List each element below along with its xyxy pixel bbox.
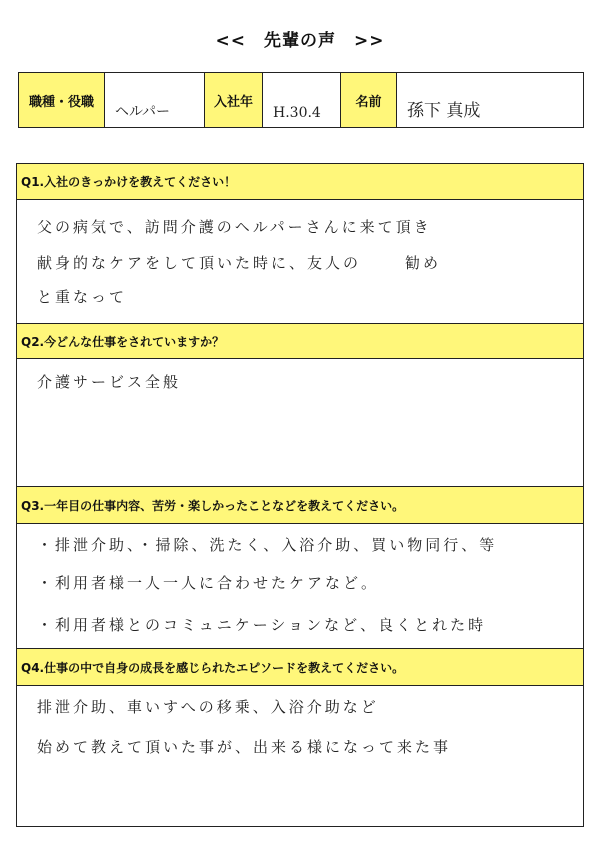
question-2: Q2.今どんな仕事をされていますか？ (16, 323, 584, 359)
name-value: 孫下 真成 (407, 101, 481, 121)
answer-3-line-2: ・利用者様一人一人に合わせたケアなど。 (37, 574, 380, 592)
answer-1-line-3: と重なって (37, 288, 128, 306)
answer-1 (16, 200, 584, 324)
answer-1-line-2-text: 献身的なケアをして頂いた時に、友人の (37, 254, 362, 272)
question-1: Q1.入社のきっかけを教えてください！ (16, 163, 584, 200)
job-label: 職種・役職 (19, 73, 105, 127)
bottom-border (16, 826, 584, 827)
answer-1-line-2 (37, 252, 441, 273)
answer-2 (16, 359, 584, 487)
question-3: Q3.一年目の仕事内容、苦労・楽しかったことなどを教えてください。 (16, 486, 584, 524)
answer-3-line-1: ・排泄介助、・掃除、洗たく、入浴介助、買い物同行、等 (37, 536, 498, 554)
answer-1-line-1: 父の病気で、訪問介護のヘルパーさんに来て頂き (37, 218, 432, 236)
answer-4-line-2: 始めて教えて頂いた事が、出来る様になって来た事 (37, 738, 452, 756)
answer-3 (16, 524, 584, 649)
answer-1-line-2-tail: 勧め (405, 254, 442, 272)
redaction (361, 257, 405, 271)
answer-3-line-3: ・利用者様とのコミュニケーションなど、良くとれた時 (37, 616, 487, 634)
question-4: Q4.仕事の中で自身の成長を感じられたエピソードを教えてください。 (16, 648, 584, 686)
profile-table (18, 72, 584, 128)
joined-label: 入社年 (205, 73, 263, 127)
answer-4 (16, 686, 584, 826)
joined-value: H.30.4 (263, 73, 341, 127)
job-value: ヘルパー (105, 73, 205, 127)
name-label: 名前 (341, 73, 397, 127)
answer-4-line-1: 排泄介助、車いすへの移乗、入浴介助など (37, 698, 379, 716)
answer-2-line-1: 介護サービス全般 (37, 373, 182, 391)
page-title: << 先輩の声 >> (215, 31, 385, 51)
